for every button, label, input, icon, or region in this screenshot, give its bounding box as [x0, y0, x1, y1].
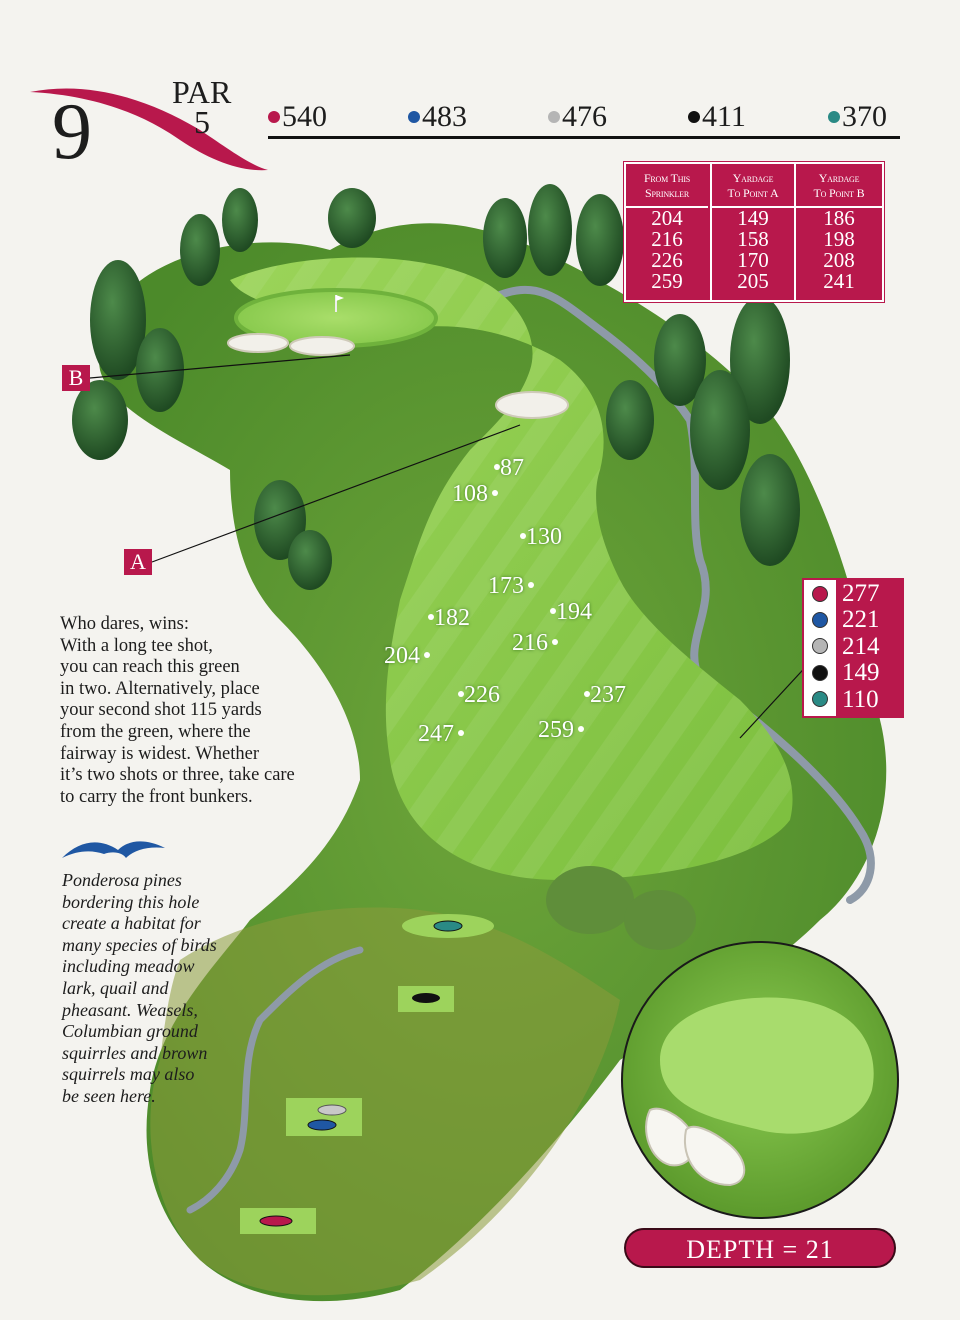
sprinkler-cell: 216: [651, 227, 683, 251]
tee-yardages: [268, 100, 900, 139]
point-b-column: [794, 164, 882, 300]
tee-yardage-red: 540: [268, 100, 327, 134]
point-b-header: Yardage To Point B: [796, 164, 882, 208]
tee-marker-red: [260, 1216, 292, 1226]
bird-icon: [62, 841, 165, 858]
tee-color-column: [804, 580, 834, 716]
yardage-mark: 247: [418, 722, 464, 746]
tee-distance-column: [836, 580, 902, 716]
gd-value: 110: [842, 685, 879, 713]
point-a-column: [710, 164, 794, 300]
sprinkler-header: From This Sprinkler: [626, 164, 708, 208]
greenside-bunker-right: [290, 337, 354, 355]
point-a-cell: 149: [737, 206, 769, 230]
yardage-mark: 226: [458, 683, 500, 707]
green-depth-badge: DEPTH = 21: [624, 1228, 896, 1268]
tee-marker-black: [412, 993, 440, 1003]
tee-yardage-blue: 483: [408, 100, 467, 134]
gd-dot-black: [812, 665, 828, 681]
yardage-mark: 182: [428, 606, 470, 630]
point-a-marker: A: [124, 549, 152, 575]
point-b-marker: B: [62, 365, 90, 391]
tee-yardage-black: 411: [688, 100, 746, 134]
wildlife-note: Ponderosa pines bordering this hole create a habitat for many species of birds including meadow lark, quail and pheasant. Weasels, Columbian ground squirrles and brown squirrels may also be seen here.: [62, 870, 217, 1106]
gd-dot-teal: [812, 691, 828, 707]
yardage-mark: 216: [512, 631, 558, 655]
gd-value: 214: [842, 632, 880, 660]
point-a-cell: 205: [737, 269, 769, 293]
point-a-cell: 170: [737, 248, 769, 272]
tee-teal-dot: [828, 111, 840, 123]
yardage-mark: 87: [494, 456, 524, 480]
tee-to-point-table: [802, 578, 904, 718]
sprinkler-yardage-table: [624, 162, 884, 302]
yardage-mark: 259: [538, 718, 584, 742]
gd-dot-blue: [812, 612, 828, 628]
point-a-header: Yardage To Point A: [712, 164, 794, 208]
point-b-cell: 198: [823, 227, 855, 251]
sprinkler-cell: 259: [651, 269, 683, 293]
gd-value: 149: [842, 659, 880, 687]
greenside-bunker-left: [228, 334, 288, 352]
tee-yardage-teal: 370: [828, 100, 887, 134]
tee-yardage-silver: 476: [548, 100, 607, 134]
sprinkler-column: [626, 164, 708, 300]
tee-marker-silver: [318, 1105, 346, 1115]
tee-marker-blue: [308, 1120, 336, 1130]
tee-marker-teal: [434, 921, 462, 931]
tee-silver-dot: [548, 111, 560, 123]
yardage-mark: 237: [584, 683, 626, 707]
tee-red-dot: [268, 111, 280, 123]
gd-value: 221: [842, 606, 880, 634]
hole-number: 9: [52, 88, 92, 176]
point-b-cell: 186: [823, 206, 855, 230]
point-b-cell: 208: [823, 248, 855, 272]
tee-black-dot: [688, 111, 700, 123]
yardage-mark: 130: [520, 525, 562, 549]
hole-description: Who dares, wins: With a long tee shot, you can reach this green in two. Alternatively, place your second shot 115 yards from the green, where the fairway is widest. Whether it’s two shots or three, take care to carry the front bunkers.: [60, 614, 295, 807]
gd-dot-red: [812, 586, 828, 602]
point-b-cell: 241: [823, 269, 855, 293]
point-a-cell: 158: [737, 227, 769, 251]
par-value: 5: [194, 104, 210, 140]
yardage-mark: 108: [452, 482, 498, 506]
yardage-mark: 204: [384, 644, 430, 668]
sprinkler-cell: 204: [651, 206, 683, 230]
yardage-mark: 173: [488, 574, 534, 598]
gd-value: 277: [842, 580, 880, 607]
sprinkler-cell: 226: [651, 248, 683, 272]
gd-dot-silver: [812, 638, 828, 654]
fairway-bunker: [496, 392, 568, 418]
par-label: PAR: [172, 74, 232, 110]
tee-blue-dot: [408, 111, 420, 123]
yardage-mark: 194: [550, 600, 592, 624]
